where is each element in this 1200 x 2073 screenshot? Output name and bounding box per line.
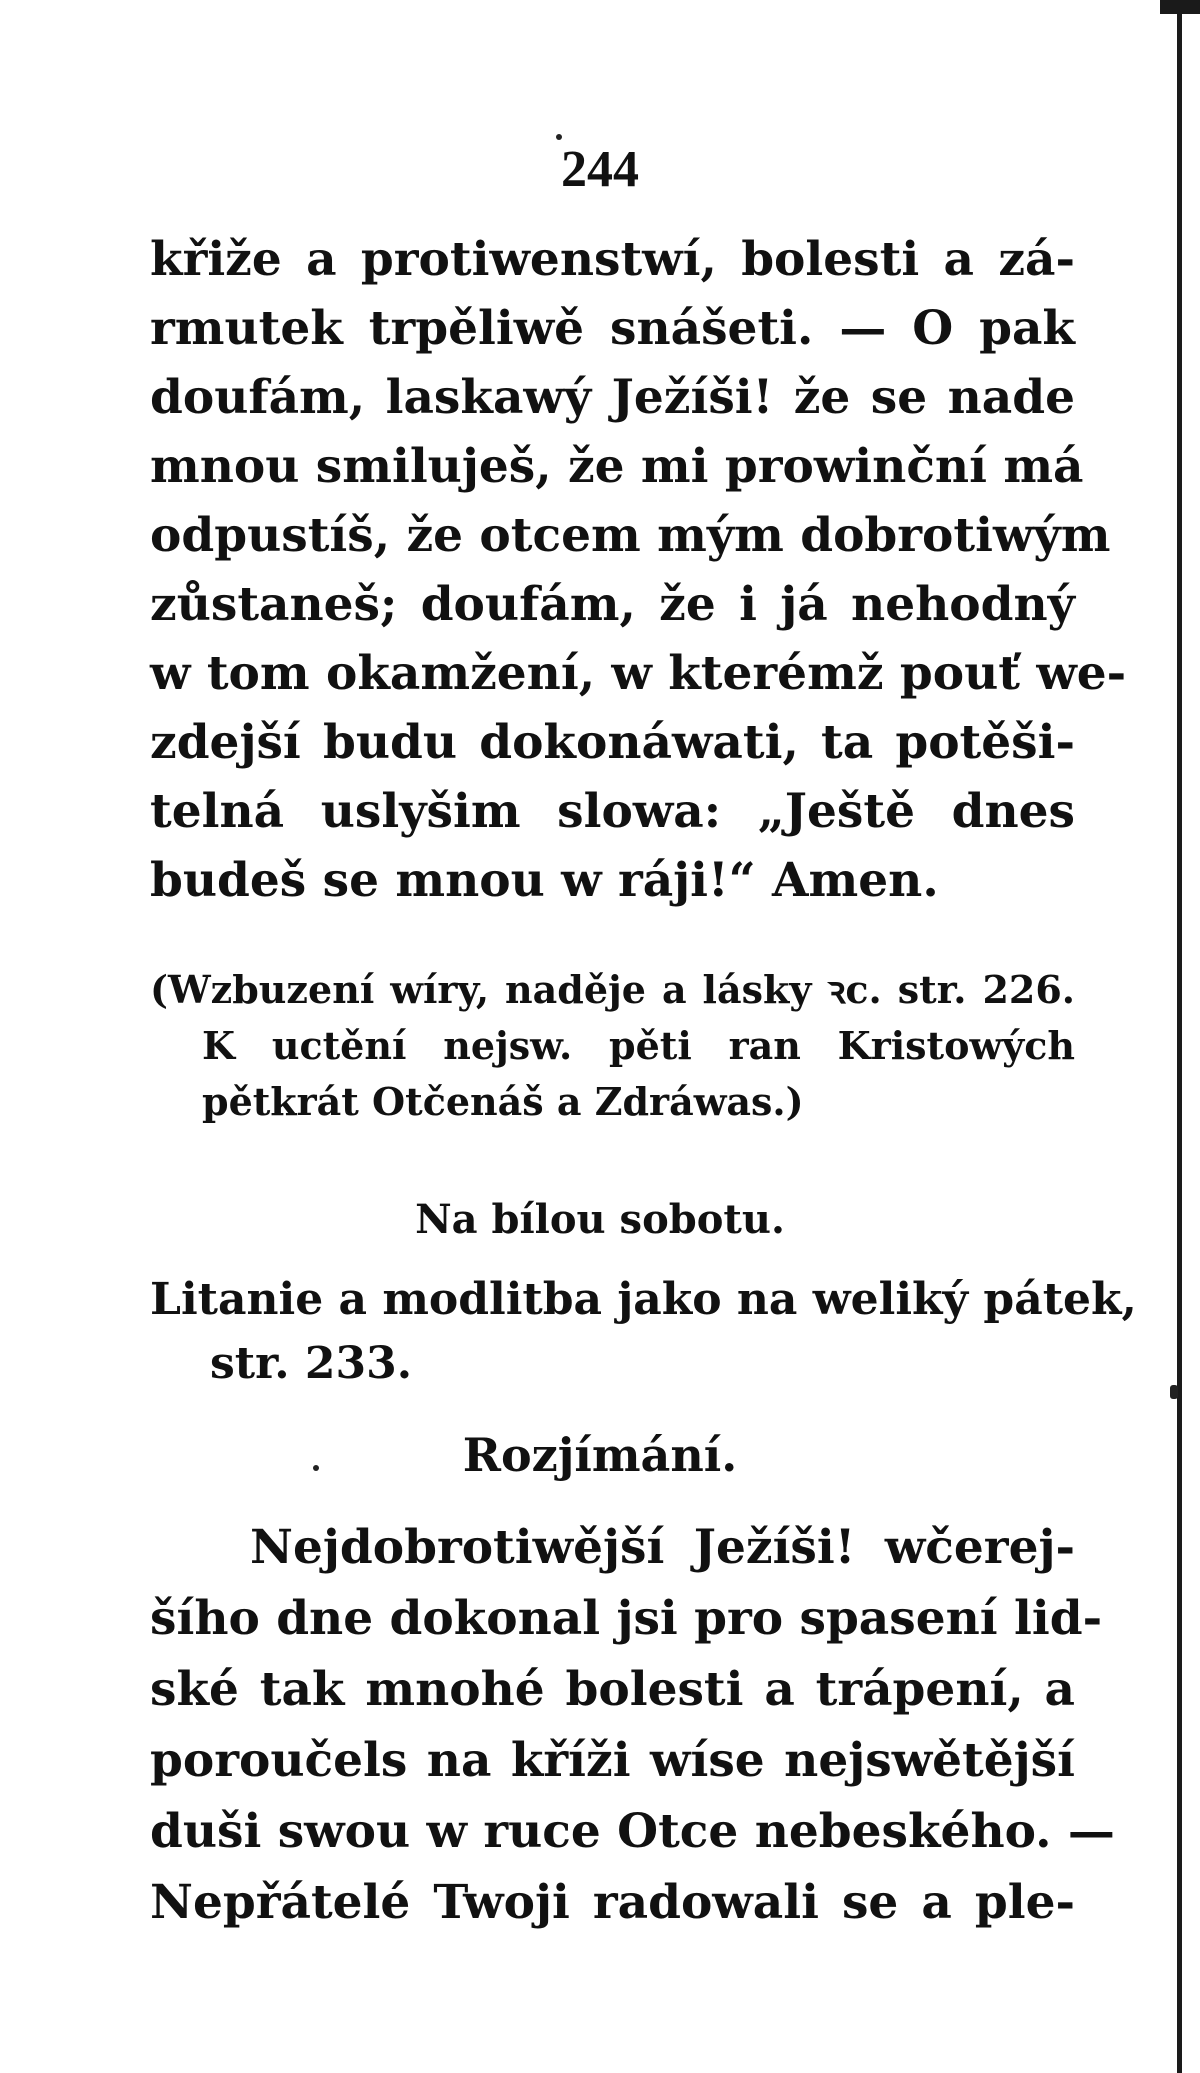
text-line: budeš se mnou w ráji!“ Amen. bbox=[150, 853, 939, 908]
text-line: mnou smiluješ, že mi prowinční má bbox=[150, 439, 1084, 494]
text-line: zůstaneš; doufám, že i já nehodný bbox=[150, 577, 1075, 632]
section-heading-meditation: Rozjímání. bbox=[462, 1428, 738, 1482]
text-line: odpustíš, že otcem mým dobrotiwým bbox=[150, 508, 1111, 563]
print-speck bbox=[313, 1465, 319, 1471]
meditation-line: šího dne dokonal jsi pro spasení lid- bbox=[150, 1591, 1103, 1646]
text-line: telná uslyšim slowa: „Ještě dnes bbox=[150, 784, 1075, 839]
page-number: 244 bbox=[561, 141, 639, 198]
note-line: K uctění nejsw. pěti ran Kristowých bbox=[202, 1023, 1075, 1068]
meditation-line: Nejdobrotiwější Ježíši! wčerej- bbox=[250, 1520, 1075, 1575]
meditation-paragraph bbox=[150, 1512, 1115, 1938]
page-corner-mark bbox=[1160, 0, 1200, 14]
meditation-line: Nepřátelé Twoji radowali se a ple- bbox=[150, 1875, 1075, 1930]
reference-line: Litanie a modlitba jako na weliký pátek, bbox=[150, 1274, 1137, 1325]
meditation-line: duši swou w ruce Otce nebeského. — bbox=[150, 1804, 1115, 1859]
print-speck bbox=[556, 134, 562, 140]
instruction-note bbox=[150, 962, 1075, 1130]
page-edge-border bbox=[1177, 0, 1182, 2073]
text-line: zdejší budu dokonáwati, ta potěši- bbox=[150, 715, 1075, 770]
print-speck bbox=[1170, 1385, 1178, 1399]
reference-line: str. 233. bbox=[210, 1338, 413, 1389]
meditation-line: poroučels na kříži wíse nejswětější bbox=[150, 1733, 1075, 1788]
meditation-line: ské tak mnohé bolesti a trápení, a bbox=[150, 1662, 1075, 1717]
text-line: w tom okamžení, w kterémž pouť we- bbox=[150, 646, 1127, 701]
prayer-paragraph bbox=[150, 225, 1127, 915]
note-line: (Wzbuzení wíry, naděje a lásky ꝛc. str. 226. bbox=[150, 967, 1075, 1012]
reference-paragraph bbox=[150, 1268, 1137, 1396]
section-heading-holy-saturday: Na bílou sobotu. bbox=[415, 1196, 785, 1243]
text-line: křiže a protiwenstwí, bolesti a zá- bbox=[150, 232, 1075, 287]
note-line: pětkrát Otčenáš a Zdráwas.) bbox=[202, 1079, 804, 1124]
text-line: rmutek trpěliwě snášeti. — O pak bbox=[150, 301, 1075, 356]
text-line: doufám, laskawý Ježíši! že se nade bbox=[150, 370, 1075, 425]
